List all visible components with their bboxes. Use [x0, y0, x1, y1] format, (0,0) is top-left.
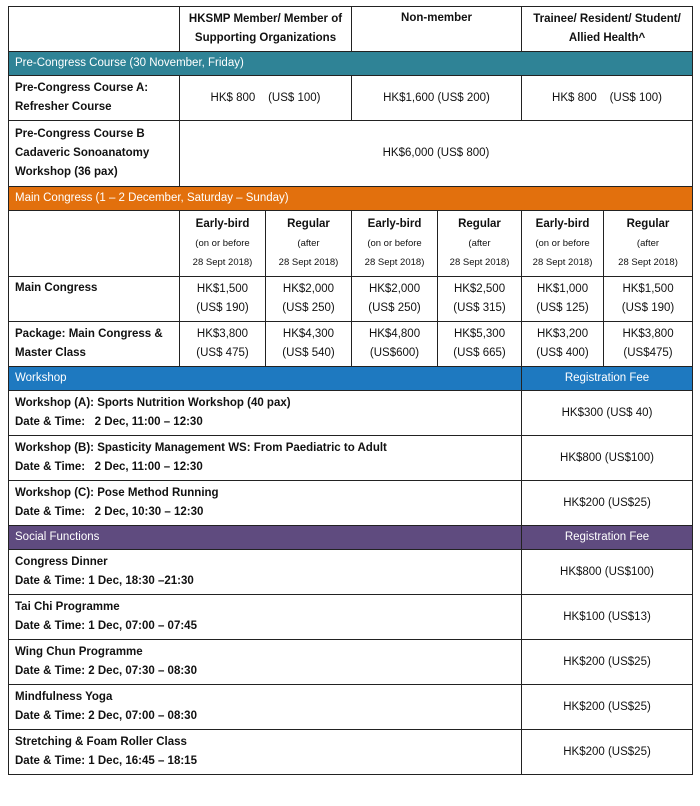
table-row [9, 640, 693, 685]
subheader-note-line2: 28 Sept 2018) [532, 257, 593, 268]
fee-us: (US$ 125) [536, 302, 589, 314]
course-a-fee-non-member: HK$1,600 (US$ 200) [352, 76, 522, 121]
fee-cell [180, 322, 266, 367]
workshop-item [9, 481, 522, 526]
fee-hk: HK$1,500 [622, 283, 674, 295]
social-name: Congress Dinner [15, 556, 108, 568]
workshop-item [9, 436, 522, 481]
course-b-name-line1: Pre-Congress Course B [15, 128, 145, 140]
social-name: Mindfulness Yoga [15, 691, 113, 703]
fee-hk: HK$1,500 [196, 283, 249, 295]
header-trainee: Trainee/ Resident/ Student/ Allied Health^ [522, 7, 693, 52]
subheader-note-line2: 28 Sept 2018) [449, 257, 510, 268]
workshop-fee: HK$800 (US$100) [522, 436, 693, 481]
social-datetime: Date & Time: 2 Dec, 07:30 – 08:30 [15, 665, 197, 677]
subheader-note-line1: (on or before [535, 238, 590, 249]
table-row [9, 121, 693, 187]
table-row [9, 436, 693, 481]
workshop-datetime: Date & Time: 2 Dec, 11:00 – 12:30 [15, 461, 203, 473]
course-a-name-line1: Pre-Congress Course A: [15, 82, 149, 94]
fee-us: (US$ 400) [536, 347, 589, 359]
fee-hk: HK$3,800 [622, 328, 674, 340]
subheader-cell [266, 211, 352, 277]
social-item [9, 685, 522, 730]
social-item [9, 595, 522, 640]
fee-hk: HK$4,300 [282, 328, 335, 340]
fee-cell [180, 277, 266, 322]
subheader-note-line1: (after [636, 238, 660, 249]
main-congress-section-header [9, 187, 693, 211]
social-datetime: Date & Time: 1 Dec, 07:00 – 07:45 [15, 620, 197, 632]
social-fee: HK$100 (US$13) [522, 595, 693, 640]
header-member: HKSMP Member/ Member of Supporting Organizations [180, 7, 352, 52]
table-row [9, 550, 693, 595]
social-datetime: Date & Time: 2 Dec, 07:00 – 08:30 [15, 710, 197, 722]
course-a-name-line2: Refresher Course [15, 101, 112, 113]
fee-cell [522, 277, 604, 322]
fee-us: (US$600) [369, 347, 420, 359]
subheader-cell [522, 211, 604, 277]
social-fee-header: Registration Fee [522, 526, 693, 550]
course-b-name-line3: Workshop (36 pax) [15, 166, 118, 178]
subheader-note-line1: (after [468, 238, 491, 249]
table-row [9, 76, 693, 121]
fee-cell [352, 277, 438, 322]
subheader-cell [180, 211, 266, 277]
subheader-label: Regular [458, 218, 501, 230]
fee-us: (US$ 665) [453, 347, 506, 359]
social-section-header [9, 526, 693, 550]
fee-us: (US$ 250) [368, 302, 421, 314]
subheader-note-line1: (on or before [367, 238, 422, 249]
fee-us: (US$ 315) [453, 302, 506, 314]
course-b-name [9, 121, 180, 187]
pre-congress-section-header [9, 52, 693, 76]
workshop-title: Workshop [9, 367, 522, 391]
pre-congress-title: Pre-Congress Course (30 November, Friday) [9, 52, 693, 76]
fee-hk: HK$5,300 [453, 328, 506, 340]
social-item [9, 640, 522, 685]
table-row [9, 481, 693, 526]
row-name-line1: Main Congress [15, 282, 98, 294]
header-non-member: Non-member [352, 7, 522, 52]
fee-us: (US$ 190) [621, 302, 675, 314]
workshop-item [9, 391, 522, 436]
fee-hk: HK$3,200 [536, 328, 589, 340]
fee-cell [266, 277, 352, 322]
subheader-label: Early-bird [535, 218, 590, 230]
subheader-note-line2: 28 Sept 2018) [364, 257, 425, 268]
subheader-cell [604, 211, 693, 277]
subheader-empty-cell [9, 211, 180, 277]
header-empty-cell [9, 7, 180, 52]
workshop-datetime: Date & Time: 2 Dec, 10:30 – 12:30 [15, 506, 204, 518]
fee-hk: HK$3,800 [196, 328, 249, 340]
main-congress-row-name [9, 277, 180, 322]
workshop-fee-header: Registration Fee [522, 367, 693, 391]
social-item [9, 730, 522, 775]
workshop-section-header [9, 367, 693, 391]
course-b-fee: HK$6,000 (US$ 800) [180, 121, 693, 187]
subheader-note-line2: 28 Sept 2018) [618, 257, 678, 268]
subheader-label: Regular [626, 218, 670, 230]
subheader-note-line2: 28 Sept 2018) [192, 257, 253, 268]
social-datetime: Date & Time: 1 Dec, 18:30 –21:30 [15, 575, 194, 587]
social-name: Stretching & Foam Roller Class [15, 736, 187, 748]
subheader-label: Regular [287, 218, 330, 230]
fee-hk: HK$1,000 [536, 283, 589, 295]
fee-hk: HK$4,800 [368, 328, 421, 340]
table-row [9, 595, 693, 640]
workshop-datetime: Date & Time: 2 Dec, 11:00 – 12:30 [15, 416, 203, 428]
table-row [9, 685, 693, 730]
fee-hk: HK$2,000 [368, 283, 421, 295]
subheader-note-line2: 28 Sept 2018) [278, 257, 339, 268]
package-row-name [9, 322, 180, 367]
social-name: Tai Chi Programme [15, 601, 120, 613]
workshop-name: Workshop (C): Pose Method Running [15, 487, 219, 499]
social-fee: HK$200 (US$25) [522, 640, 693, 685]
fee-us: (US$ 190) [196, 302, 249, 314]
fee-cell [604, 277, 693, 322]
course-b-name-line2: Cadaveric Sonoanatomy [15, 147, 150, 159]
course-a-fee-member: HK$ 800 (US$ 100) [180, 76, 352, 121]
subheader-label: Early-bird [195, 218, 250, 230]
fee-us: (US$ 540) [282, 347, 335, 359]
subheader-cell [352, 211, 438, 277]
workshop-name: Workshop (B): Spasticity Management WS: From Paediatric to Adult [15, 442, 387, 454]
main-congress-title: Main Congress (1 – 2 December, Saturday – Sunday) [9, 187, 693, 211]
fee-cell [604, 322, 693, 367]
fee-cell [352, 322, 438, 367]
subheader-note-line1: (after [297, 238, 320, 249]
main-congress-subheader-row [9, 211, 693, 277]
workshop-fee: HK$300 (US$ 40) [522, 391, 693, 436]
fee-us: (US$ 475) [196, 347, 249, 359]
registration-fee-table [8, 6, 693, 775]
table-row [9, 730, 693, 775]
subheader-cell [438, 211, 522, 277]
fee-cell [438, 277, 522, 322]
table-row [9, 322, 693, 367]
workshop-name: Workshop (A): Sports Nutrition Workshop (40 pax) [15, 397, 291, 409]
social-datetime: Date & Time: 1 Dec, 16:45 – 18:15 [15, 755, 197, 767]
social-fee: HK$200 (US$25) [522, 730, 693, 775]
fee-us: (US$475) [623, 347, 673, 359]
social-fee: HK$200 (US$25) [522, 685, 693, 730]
table-row [9, 391, 693, 436]
social-fee: HK$800 (US$100) [522, 550, 693, 595]
row-name-line2: Master Class [15, 347, 86, 359]
table-row [9, 277, 693, 322]
registration-fee-document [8, 6, 692, 775]
fee-cell [522, 322, 604, 367]
fee-us: (US$ 250) [282, 302, 335, 314]
social-item [9, 550, 522, 595]
course-a-fee-trainee: HK$ 800 (US$ 100) [522, 76, 693, 121]
social-name: Wing Chun Programme [15, 646, 143, 658]
fee-hk: HK$2,500 [453, 283, 506, 295]
fee-cell [266, 322, 352, 367]
course-a-name [9, 76, 180, 121]
subheader-label: Early-bird [367, 218, 422, 230]
fee-hk: HK$2,000 [282, 283, 335, 295]
table-header-row [9, 7, 693, 52]
social-title: Social Functions [9, 526, 522, 550]
workshop-fee: HK$200 (US$25) [522, 481, 693, 526]
fee-cell [438, 322, 522, 367]
row-name-line1: Package: Main Congress & [15, 328, 163, 340]
subheader-note-line1: (on or before [195, 238, 250, 249]
